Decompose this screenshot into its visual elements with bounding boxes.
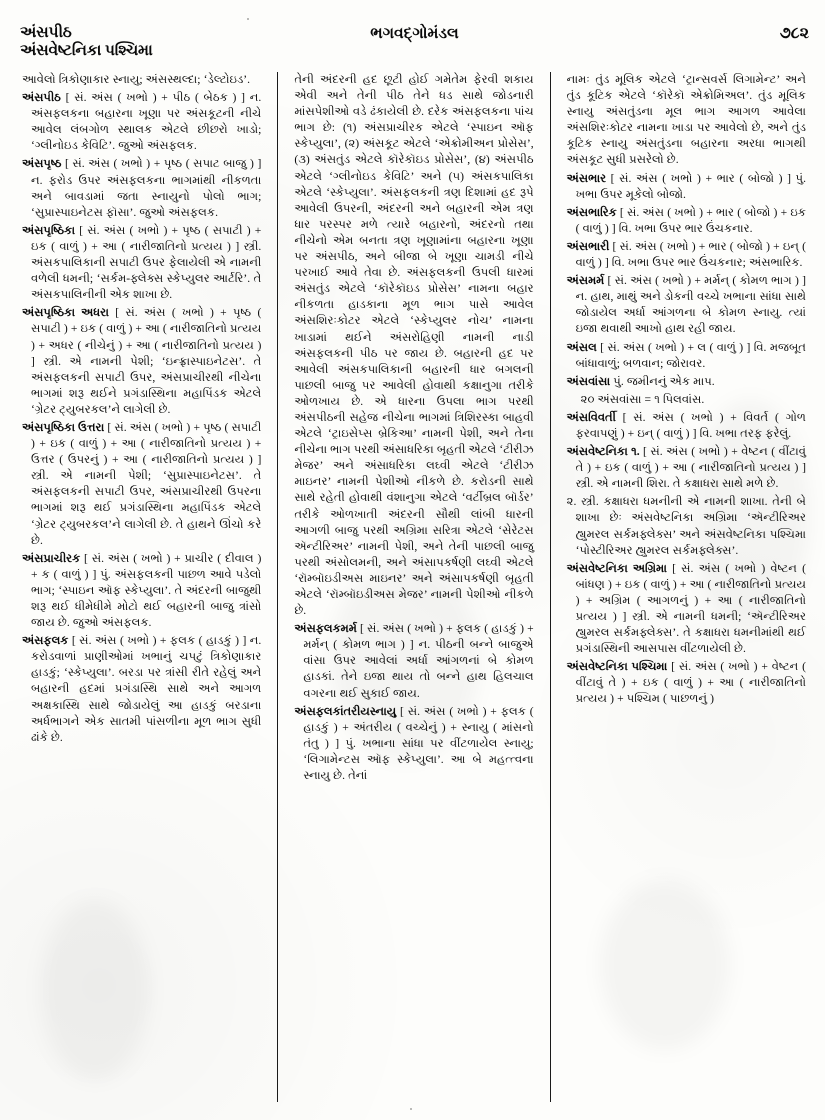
column-divider <box>277 72 278 1102</box>
book-title: ભગવદ્ગોમંડલ <box>370 25 459 42</box>
dictionary-entry <box>294 72 533 619</box>
column-container <box>18 72 810 1102</box>
entry-definition: [ સં. અંસ ( ખભો ) + પૃષ્ઠ ( સપાટી ) + ઇક ( વાળું ) + આ ( નારીજાતિનો પ્રત્યય ) + ઉત્તર ( ઉપરનું ) + આ ( નારીજાતિનો પ્રત્યય ) ] સ્ત્રી. એ નામની પેશી; ‘સુપ્રાસ્પાઇનેટસ’. તે અંસફલકની સપાટી ઉપર, અંસપ્રાચીરથી ઉપરના ભાગમાં શરૂ થઈ પ્રગંડાસ્થિના મહાપિંડક એટલે ‘ગ્રેટર ટ્યુબરકલ’ને લાગેલી છે. તે હાથને ઊંચો કરે છે. <box>31 420 262 547</box>
entry-headword: અંસવેષ્ટનિકા અગ્રિમા <box>566 561 667 575</box>
entry-headword: અંસપીઠ <box>22 91 61 105</box>
column-1 <box>18 72 265 1102</box>
dictionary-entry <box>22 223 261 303</box>
dictionary-entry <box>294 704 533 784</box>
entry-definition: ૨. સ્ત્રી. કક્ષાધરા ધમનીની એ નામની શાખા. તેની બે શાખા છેઃ અંસવેષ્ટનિકા અગ્રિમા ‘ઍન્ટીરિઅર હ્યુમરલ સર્કમફ્લેક્સ’ અને અંસવેષ્ટનિકા પશ્ચિમા ‘પોસ્ટીરિઅર હ્યુમરલ સર્કમફ્લેક્સ’. <box>566 495 806 557</box>
dictionary-entry <box>567 72 806 169</box>
entry-definition: [ સં. અંસ ( ખભો ) + ફલક ( હાડકું ) + અંતરીય ( વચ્ચેનું ) + સ્નાયુ ( માંસનો તંતુ ) ] પું. ખભાના સાંધા પર વીંટળાયેલ સ્નાયુ; ‘લિગામેન્ટસ ઑફ સ્કેપ્યુલા’. આ બે મહત્ત્વના સ્નાયુ છે. તેનાં <box>303 704 534 783</box>
entry-definition: [ સં. અંસ ( ખભો ) + પૃષ્ઠ ( સપાટી ) + ઇક ( વાળું ) + આ ( નારીજાતિનો પ્રત્યય ) + અધર ( નીચેનું ) + આ ( નારીજાતિનો પ્રત્યય ) ] સ્ત્રી. એ નામની પેશી; ‘ઇન્ફ્રાસ્પાઇનેટસ’. તે અંસફલકની સપાટી ઉપર, અંસપ્રાચીરથી નીચેના ભાગમાં શરૂ થઈને પ્રગંડાસ્થિના મહાપિંડક એટલે ‘ગ્રેટર ટ્યુબરકલ’ને લાગેલી છે. <box>31 306 262 416</box>
entry-headword: અંસભારી <box>566 239 610 253</box>
entry-definition: [ સં. અંસ ( ખભો ) + વેષ્ટન ( વીંટાવું તે ) + ઇક ( વાળું ) + આ ( નારીજાતિનો પ્રત્યય ) + પશ્ચિમ ( પાછળનું ) <box>575 660 806 706</box>
dictionary-entry <box>567 374 806 390</box>
entry-definition: [ સં. અંસ ( ખભો ) + ફલક ( હાડકું ) ] ન. કરોડવાળાં પ્રાણીઓમાં ખભાનું ચપટું ત્રિકોણાકાર હાડકું; ‘સ્કેપ્યુલા’. બરડા પર ત્રાંસી રીતે રહેલું અને બહારની હદમાં પ્રગંડાસ્થિ સાથે અને આગળ અક્ષકાસ્થિ સાથે જોડાયેલું આ હાડકું બરડાના અર્ધભાગને એક સાતમી પાંસળીના મૂળ ભાગ સુધી ઢાંકે છે. <box>31 634 262 744</box>
entry-definition: [ સં. અંસ ( ખભો ) + પ્રાચીર ( દીવાલ ) + ક ( વાળું ) ] પું. અંસફલકની પાછળ આવે પડેલો ભાગ; ‘સ્પાઇન ઑફ સ્કેપ્યુલા’. તે અંદરની બાજુથી શરૂ થઈ ધીમેધીમે મોટો થઈ બહારની બાજુ ત્રાંસો જાય છે. જુઓ અંસફલક. <box>31 551 262 630</box>
scan-speck <box>410 1108 412 1110</box>
dictionary-entry <box>22 72 261 88</box>
dictionary-entry <box>22 633 261 746</box>
dictionary-entry <box>567 444 806 492</box>
entry-definition: [ સં. અંસ ( ખભો ) + પૃષ્ઠ ( સપાટ બાજુ ) ] ન. ફરોડ ઉપર અંસફલકના ભાગમાંથી નીકળતા અને બાવડામાં જતા સ્નાયુનો પોલો ભાગ; ‘સુપ્રાસ્પાઇનેટસ ફૉસા’. જુઓ અંસફલક. <box>31 157 262 219</box>
entry-headword: અંસપ્રાચીરક <box>22 551 81 565</box>
entry-definition: નામઃ તુંડ મૂલિક એટલે ‘ટ્રાન્સવર્સ લિગામેન્ટ’ અને તુંડ કૂટિક એટલે ‘કૉરેકૉ એક્રોમિઅલ’. તુંડ મૂલિક સ્નાયુ અંસતુંડના મૂલ ભાગ આગળ આવેલા અંસશિરઃકોટર નામના ખાડા પર આવેલો છે, અને તુંડ કૂટિક સ્નાયુ અંસતુંડના બહારના અરધા ભાગથી અંસકૂટ સુધી પ્રસરેલો છે. <box>566 73 806 167</box>
entry-definition: [ સં. અંસ ( ખભો ) + ફલક ( હાડકું ) + મર્મન્ ( કોમળ ભાગ ) ] ન. પીઠની બન્ને બાજુએ વાંસા ઉપર આવેલાં અર્ધા આંગળનાં બે કોમળ હાડકાં. તેને ઇજા થાય તો બન્ને હાથ હિલચાલ વગરના થઈ સુકાઈ જાય. <box>303 622 534 700</box>
dictionary-entry <box>22 305 261 418</box>
entry-definition: [ સં. અંસ ( ખભો ) + વિવર્ત ( ગોળ ફરવાપણું ) + ઇન્ ( વાળું ) ] વિ. ખભા તરફ ફરેલું. <box>575 410 806 440</box>
entry-headword: અંસપૃષ્ઠ <box>22 157 62 171</box>
dictionary-entry <box>567 392 806 408</box>
entry-definition: આવેલો ત્રિકોણાકાર સ્નાયુ; અંસસ્થલ્દા; ‘ડેલ્ટોઇડ’. <box>22 73 251 86</box>
entry-headword: અંસપૃષ્ઠિકા ઉત્તરા <box>22 420 105 434</box>
entry-definition: [ સં. અંસ ( ખભો ) + પૃષ્ઠ ( સપાટી ) + ઇક ( વાળું ) + આ ( નારીજાતિનો પ્રત્યય ) ] સ્ત્રી. અંસકપાલિકાની સપાટી ઉપર ફેલાયેલી એ નામની વળેલી ધમની; ‘સર્કમ-ફ્લેક્સ સ્કેપ્યુલર આર્ટરિ’. તે અંસકપાલિનીની એક શાખા છે. <box>31 223 262 302</box>
dictionary-entry <box>567 171 806 203</box>
entry-definition: પું. જમીનનું એક માપ. <box>613 374 715 388</box>
dictionary-entry <box>567 494 806 558</box>
entry-definition: તેની અંદરની હદ છૂટી હોઈ ગમેતેમ ફેરવી શકાય એવી અને તેની પીઠ તેને ધડ સાથે જોડનારી માંસપેશીઓ વડે ઢંકાયેલી છે. દરેક અંસફલકના પાંચ ભાગ છે: (૧) અંસપ્રાચીરક એટલે ‘સ્પાઇન ઑફ સ્કેપ્યુલા’, (૨) અંસકૂટ એટલે ‘એક્રોમીઅન પ્રોસેસ’, (૩) અંસતુંડ એટલે કૉરેકૉઇડ પ્રોસેસ’, (૪) અંસપીઠ એટલે ‘ગ્લીનોઇડ કેવિટિ’ અને (૫) અંસકપાલિકા એટલે ‘સ્કેપ્યુલા’. અંસફલકની ત્રણ દિશામાં હદ રૂપે આવેલી ઉપરની, અંદરની અને બહારની એમ ત્રણ ધાર પરસ્પર મળે ત્યારે બહારનો, અંદરનો તથા નીચેનો એમ બનતા ત્રણ ખૂણામાંના બહારના ખૂણા પર અંસપીઠ, અને બીજા બે ખૂણા ચામડી નીચે પરખાઈ આવે તેવા છે. અંસફલકની ઉપલી ધારમાં અંસતુંડ એટલે ‘કૉરેકૉઇડ પ્રોસેસ’ નામના બહાર નીકળતા હાડકાના મૂળ ભાગ પાસે આવેલ અંસશિરઃકોટર એટલે ‘સ્કેપ્યુલર નોચ’ નામના ખાડામાં થઈને અંસરોહિણી નામની નાડી અંસફલકની પીઠ પર જાય છે. બહારની હદ પર આવેલી અંસકપાલિકાની બહારની ધાર બગલની પાછલી બાજુ પર આવેલી હોવાથી કક્ષાનુગા તરીકે ઓળખાય છે. એ ધારના ઉપલા ભાગ પરથી અંસપીઠની સહેજ નીચેના ભાગમાં ત્રિશિરસ્કા બાહવી એટલે ‘ટ્રાઇસેપ્સ બ્રેકિઆ’ નામની પેશી, અને તેના નીચેના ભાગ પરથી અંસાધરિકા બૃહતી એટલે ‘ટીરીઝ મેજર’ અને અંસાધરિકા લઘ્વી એટલે ‘ટીરીઝ માઇનર’ નામની પેશીઓ નીકળે છે. કરોડની સાથે સાથે રહેતી હોવાથી વંશાનુગા એટલે ‘વર્ટીબ્રલ બૉર્ડર’ તરીકે ઓળખાતી અંદરની સૌથી લાંબી ધારની આગળી બાજુ પરથી અગ્રિમા સરિત્રા એટલે ‘સેરેટસ ઍન્ટીરિઅર’ નામની પેશી, અને તેની પાછલી બાજુ પરથી અંસોલમની, અને અંસાપકર્ષણી લઘ્વી એટલે ‘રૉમ્બૉઇડીઅસ માઇનર’ અને અંસાપકર્ષણી બૃહતી એટલે ‘રૉમ્બૉઇડીઅસ મેજર’ નામની પેશીઓ નીકળે છે. <box>294 73 534 618</box>
running-head-left-line2: અંસવેષ્ટનિકા પશ્ચિમા <box>20 42 153 59</box>
dictionary-entry <box>22 156 261 220</box>
entry-headword: અંસફલક <box>22 634 69 648</box>
entry-definition: [ સં. અંસ ( ખભો ) + વેષ્ટન ( વીંટાવું તે ) + ઇક ( વાળું ) + આ ( નારીજાતિનો પ્રત્યય ) ] સ્ત્રી. એ નામની શિરા. તે કક્ષાધરા સાથે મળે છે. <box>575 445 806 491</box>
dictionary-entry <box>22 551 261 631</box>
entry-definition: [ સં. અંસ ( ખભો ) વેષ્ટન ( બાંધણ ) + ઇક ( વાળું ) + આ ( નારીજાતિનો પ્રત્યય ) + અગ્રિમ ( આગળનું ) + આ ( નારીજાતિનો પ્રત્યય ) ] સ્ત્રી. એ નામની ધમની; ‘ઍન્ટીરિઅર હ્યુમરલ સર્કમફ્લેક્સ’. તે કક્ષાધરા ધમનીમાંથી થઈ પ્રગંડાસ્થિની આસપાસ વીંટળાયેલી છે. <box>575 561 806 656</box>
entry-definition: [ સં. અંસ ( ખભો ) + ભાર ( બોજો ) ] પું. ખભા ઉપર મૂકેલો બોજો. <box>575 171 806 201</box>
dictionary-entry <box>567 659 806 707</box>
entry-headword: અંસફલકમર્મ <box>294 622 357 636</box>
dictionary-entry <box>567 410 806 442</box>
dictionary-entry <box>567 239 806 271</box>
dictionary-entry <box>567 205 806 237</box>
dictionary-entry <box>567 273 806 337</box>
column-3 <box>563 72 810 1102</box>
entry-headword: અંસમર્મ <box>566 274 605 288</box>
entry-headword: અંસભાર <box>566 171 606 185</box>
running-head-left-line1: અંસપીઠ <box>20 24 72 41</box>
entry-headword: અંસપૃષ્ઠિકા <box>22 223 75 237</box>
dictionary-entry <box>22 420 261 549</box>
entry-headword: અંસવેષ્ટનિકા પશ્ચિમા <box>566 660 668 674</box>
entry-headword: અંસવાંસા <box>566 374 611 388</box>
entry-definition: [ સં. અંસ ( ખભો ) + ભાર ( બોજો ) + ઇક ( વાળું ) ] વિ. ખભા ઉપર ભાર ઉંચકનાર. <box>575 205 806 235</box>
entry-headword: અંસલ <box>566 340 597 354</box>
dictionary-entry <box>22 90 261 154</box>
running-head <box>18 24 811 70</box>
dictionary-entry <box>567 340 806 372</box>
entry-headword: અંસવેષ્ટનિકા ૧. <box>566 445 640 459</box>
entry-headword: અંસવિવર્તી <box>566 410 616 424</box>
column-2 <box>290 72 537 1102</box>
scan-speck <box>247 18 249 20</box>
entry-definition: [ સં. અંસ ( ખભો ) + લ ( વાળું ) ] વિ. મજબૂત બાંધાવાળું; બળવાન; જોરાવર. <box>575 340 806 370</box>
entry-definition: [ સં. અંસ ( ખભો ) + ભાર ( બોજો ) + ઇન્ ( વાળું ) ] વિ. ખભા ઉપર ભાર ઉંચકનાર; અંસભારિક. <box>575 239 806 270</box>
entry-headword: અંસપૃષ્ઠિકા અધરા <box>22 306 109 320</box>
dictionary-entry <box>567 561 806 658</box>
dictionary-entry <box>294 621 533 701</box>
entry-definition: [ સં. અંસ ( ખભો ) + મર્મન્ ( કોમળ ભાગ ) ] ન. હાથ, માથું અને ડોકની વચ્ચે ખભાના સાંધા સાથે જોડાયેલ અર્ધા આંગળના બે કોમળ સ્નાયુ. ત્યાં ઇજા થવાથી આખો હાથ રહી જાય. <box>575 274 806 336</box>
entry-definition: ૨૦ અંસવાંસા = ૧ પિલવાંસ. <box>580 392 705 406</box>
entry-headword: અંસભારિક <box>566 205 617 219</box>
entry-headword: અંસફલકાંતરીયસ્નાયુ <box>294 704 397 718</box>
page-number: ૭૮૨ <box>779 25 809 42</box>
entry-definition: [ સં. અંસ ( ખભો ) + પીઠ ( બેઠક ) ] ન. અંસફલકના બહારના ખૂણા પર અંસકૂટની નીચે આવેલ લંબગોળ સ્થાલક એટલે છીછરો ખાડો; ‘ગ્લીનોઇડ કેવિટિ’. જુઓ અંસફલક. <box>31 91 262 153</box>
column-divider <box>550 72 551 1102</box>
